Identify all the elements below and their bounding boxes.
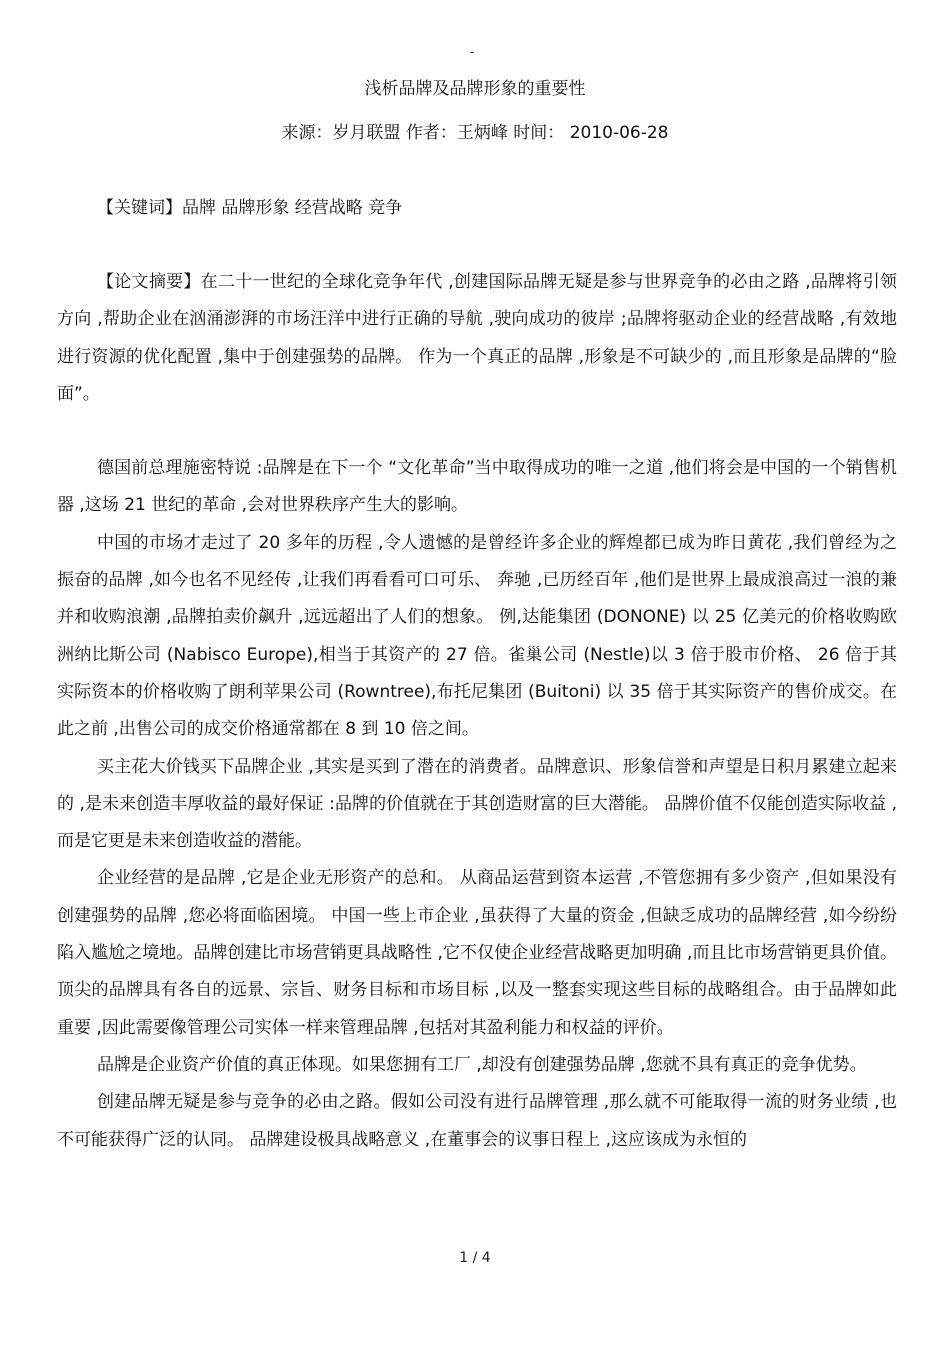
body-paragraph: 企业经营的是品牌 ,它是企业无形资产的总和。 从商品运营到资本运营 ,不管您拥有多少资产 ,但如果没有创建强势的品牌 ,您必将面临困境。 中国一些上市企业 ,虽获得了大量的资金 ,但缺乏成功的品牌经营 ,如今纷纷陷入尴尬之境地。品牌创建比市场营销更具战略性 ,它不仅使企业经营战略更加明确 ,而且比市场营销更具价值。顶尖的品牌具有各自的远景、宗旨、财务目标和市场目标 ,以及一整套实现这些目标的战略组合。由于品牌如此重要 ,因此需要像管理公司实体一样来管理品牌 ,包括对其盈利能力和权益的评价。: [57, 868, 897, 1038]
page-indicator: 1 / 4: [459, 1250, 491, 1266]
header-mark: -: [470, 45, 475, 59]
keywords: 【关键词】品牌 品牌形象 经营战略 竞争: [97, 198, 403, 218]
body-paragraph: 创建品牌无疑是参与竞争的必由之路。假如公司没有进行品牌管理 ,那么就不可能取得一流的财务业绩 ,也不可能获得广泛的认同。 品牌建设极具战略意义 ,在董事会的议事日程上 ,这应该成为永恒的: [57, 1092, 897, 1150]
article-meta: 来源：岁月联盟 作者：王炳峰 时间： 2010-06-28: [281, 123, 669, 143]
body-paragraph: 买主花大价钱买下品牌企业 ,其实是买到了潜在的消费者。品牌意识、形象信誉和声望是日积月累建立起来的 ,是未来创造丰厚收益的最好保证 :品牌的价值就在于其创造财富的巨大潜能。 品牌价值不仅能创造实际收益 ,而是它更是未来创造收益的潜能。: [57, 756, 897, 852]
abstract-paragraph: 【论文摘要】在二十一世纪的全球化竞争年代 ,创建国际品牌无疑是参与世界竞争的必由之路 ,品牌将引领方向 ,帮助企业在汹涌澎湃的市场汪洋中进行正确的导航 ,驶向成功的彼岸 ;品牌将驱动企业的经营战略 ,有效地进行资源的优化配置 ,集中于创建强势的品牌。 作为一个真正的品牌 ,形象是不可缺少的 ,而且形象是品牌的“脸面”。: [57, 272, 897, 404]
body-paragraph: 德国前总理施密特说 :品牌是在下一个 “文化革命”当中取得成功的唯一之道 ,他们将会是中国的一个销售机器 ,这场 21 世纪的革命 ,会对世界秩序产生大的影响。: [57, 458, 897, 516]
body-paragraph: 中国的市场才走过了 20 多年的历程 ,令人遗憾的是曾经许多企业的辉煌都已成为昨日黄花 ,我们曾经为之振奋的品牌 ,如今也名不见经传 ,让我们再看看可口可乐、 奔驰 ,已历经百年 ,他们是世界上最成浪高过一浪的兼并和收购浪潮 ,品牌拍卖价飙升 ,远远超出了人们的想象。 例,达能集团 (DONONE) 以 25 亿美元的价格收购欧洲纳比斯公司 (Nabisco Europe),相当于其资产的 27 倍。雀巢公司 (Nestle)以 3 倍于股市价格、 26 倍于其实际资本的价格收购了朗利苹果公司 (Rowntree),布托尼集团 (Buitoni) 以 35 倍于其实际资产的售价成交。在此之前 ,出售公司的成交价格通常都在 8 到 10 倍之间。: [57, 532, 897, 740]
page-title: 浅析品牌及品牌形象的重要性: [364, 79, 586, 99]
paragraph-gap: [57, 413, 897, 450]
article-body: [57, 264, 897, 1159]
body-paragraph: 品牌是企业资产价值的真正体现。如果您拥有工厂 ,却没有创建强势品牌 ,您就不具有真正的竞争优势。: [97, 1054, 867, 1075]
